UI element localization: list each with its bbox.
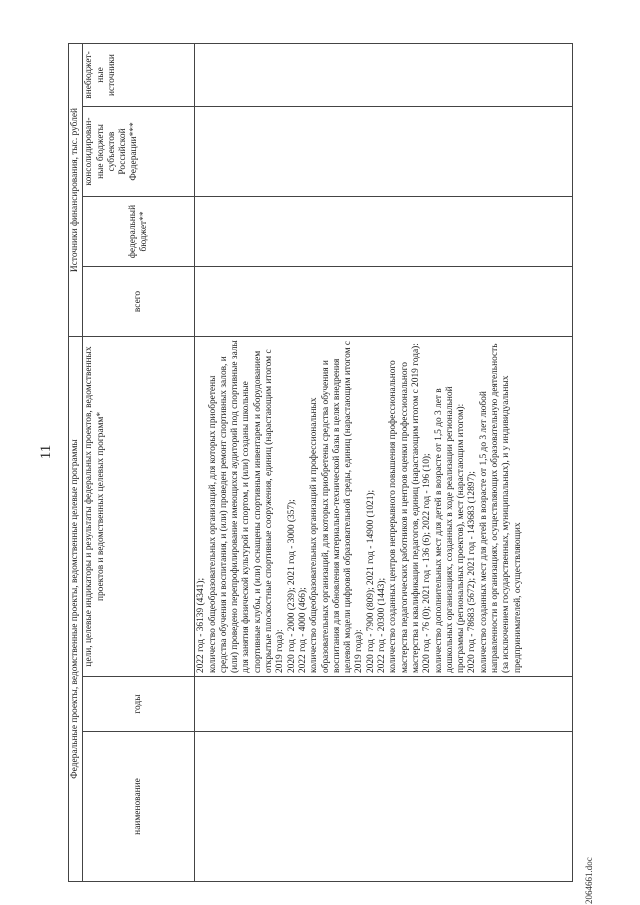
header-goals: цели, целевые индикаторы и результаты федеральных проектов, ведомственных проектов и ведомственных целевых программ* bbox=[83, 337, 195, 677]
document-page bbox=[38, 22, 600, 904]
cell-years bbox=[195, 677, 573, 732]
cell-name bbox=[195, 732, 573, 882]
table-row bbox=[195, 44, 573, 882]
header-funding-group: Источники финансирования, тыс. рублей bbox=[69, 44, 83, 337]
cell-total bbox=[195, 267, 573, 337]
header-regional: консолидирован-ные бюджеты субъектов Российской Федерации*** bbox=[83, 107, 195, 197]
header-projects-group: Федеральные проекты, ведомственные проекты, ведомственные целевые программы bbox=[69, 337, 83, 882]
header-years: годы bbox=[83, 677, 195, 732]
header-group-row bbox=[69, 44, 83, 882]
page-number: 11 bbox=[38, 444, 54, 460]
doc-reference: 2064661.doc bbox=[584, 857, 594, 904]
cell-offbudget bbox=[195, 44, 573, 107]
header-offbudget: внебюджет-ные источники bbox=[83, 44, 195, 107]
header-federal: федеральный бюджет** bbox=[83, 197, 195, 267]
cell-goals: 2022 год - 36139 (4341); количество общеобразовательных организаций, для которых приобретены средства обучения и воспитания, и (или) проведен ремонт спортивных залов, и (или) проведено перепрофилирование имеющихся аудиторий под спортивные залы для занятия физической культурой и спортом, и (или) созданы школьные спортивные клубы, и (или) оснащены спортивным инвентарем и оборудованием открытые плоскостные спортивные сооружения, единиц (нарастающим итогом с 2019 года): 2020 год - 2000 (239); 2021 год - 3000 (357); 2022 год - 4000 (466); количество общеобразовательных организаций и профессиональных образовательных организаций, для которых приобретены средства обучения и воспитания для обновления материально-технической базы в целях внедрения целевой модели цифровой образовательной среды, единиц (нарастающим итогом с 2019 года): 2020 год - 7900 (809); 2021 год - 14900 (1021); 2022 год - 20300 (1443); количество созданных центров непрерывного повышения профессионального мастерства педагогических работников и центров оценки профессионального мастерства и квалификации педагогов, единиц (нарастающим итогом с 2019 года): 2020 год - 76 (0); 2021 год - 136 (6); 2022 год - 196 (10); количество дополнительных мест для детей в возрасте от 1,5 до 3 лет в дошкольных организациях, созданных в ходе реализации региональной программы (региональных проектов), мест (нарастающим итогом): 2020 год - 78683 (5672); 2021 год - 143683 (12897); количество созданных мест для детей в возрасте от 1,5 до 3 лет любой направленности в организациях, осуществляющих образовательную деятельность (за исключением государственных, муниципальных), и у индивидуальных предпринимателей, осуществляющих bbox=[195, 337, 573, 677]
header-name: наименование bbox=[83, 732, 195, 882]
funding-table bbox=[68, 43, 573, 882]
header-columns-row bbox=[83, 44, 195, 882]
cell-federal bbox=[195, 197, 573, 267]
cell-regional bbox=[195, 107, 573, 197]
header-total: всего bbox=[83, 267, 195, 337]
